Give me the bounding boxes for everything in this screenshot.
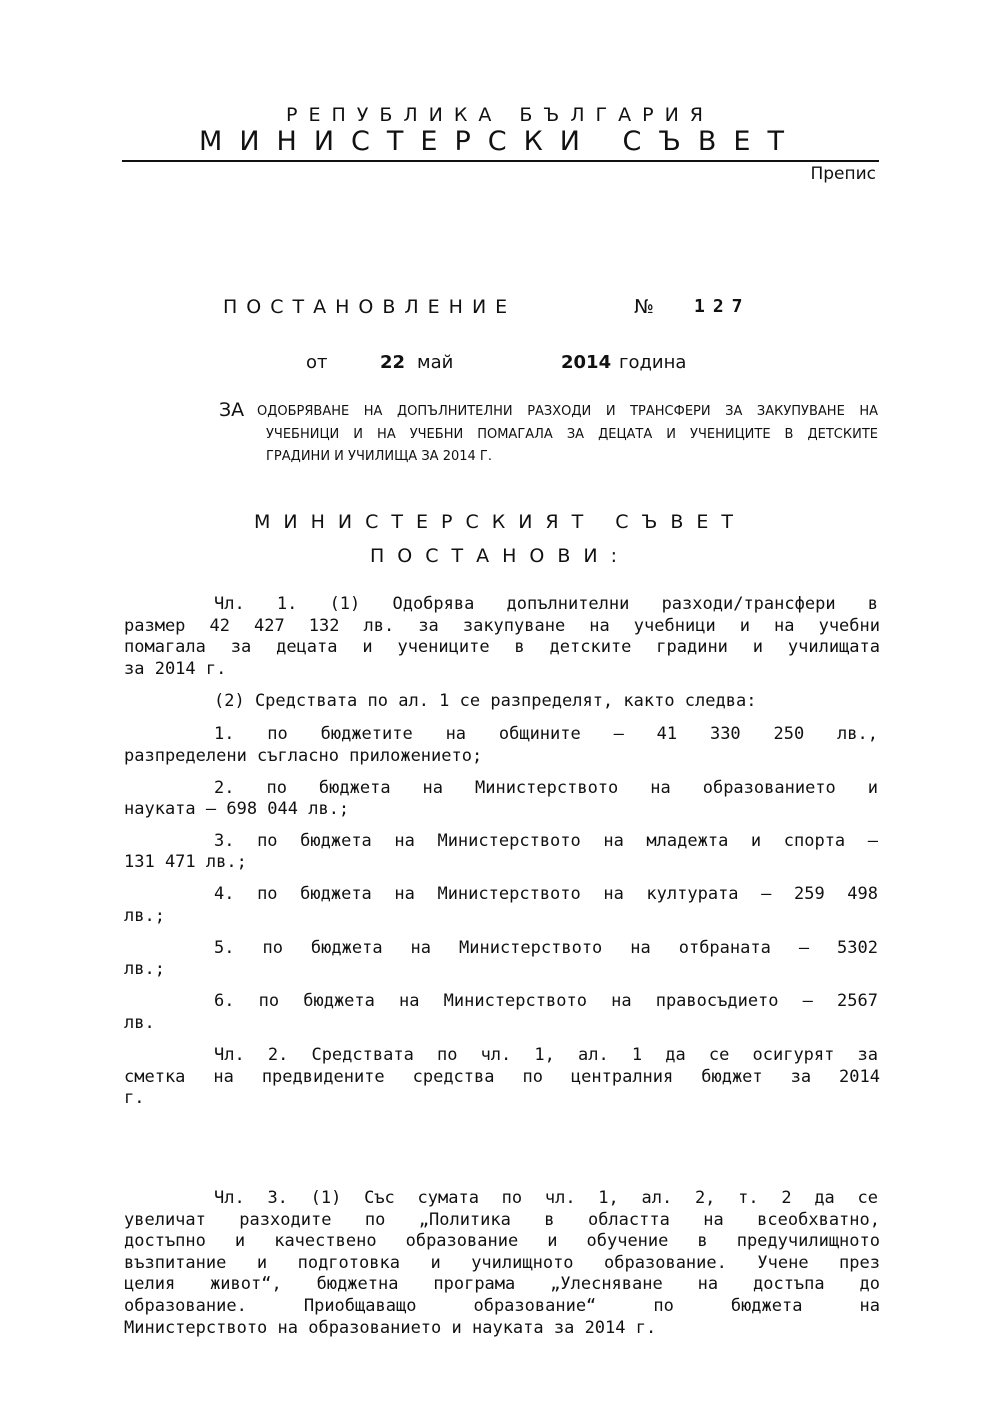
body-line: помагала за децата и учениците в детските градини и училищата [124,637,880,657]
body-line: 5. по бюджета на Министерството на отбраната – 5302 [214,938,878,958]
council-heading: МИНИСТЕРСКИ СЪВЕТ [199,126,801,157]
body-line: лв.; [124,906,165,926]
decree-title: ПОСТАНОВЛЕНИЕ [223,296,517,318]
body-line: Министерството на образованието и науката за 2014 г. [124,1318,657,1338]
date-month: май [417,352,454,373]
body-line: възпитание и подготовка и училищното образование. Учене през [124,1253,880,1273]
body-line: Чл. 2. Средствата по чл. 1, ал. 1 да се осигурят за [214,1045,878,1065]
copy-label: Препис [810,164,876,184]
body-line: науката – 698 044 лв.; [124,799,350,819]
body-line: размер 42 427 132 лв. за закупуване на учебници и на учебни [124,616,880,636]
decree-number: 127 [694,296,751,317]
body-line: 6. по бюджета на Министерството на правосъдието – 2567 [214,991,878,1011]
date-year: 2014 [561,352,612,373]
body-line: 3. по бюджета на Министерството на младежта и спорта – [214,831,878,851]
body-line: лв. [124,1013,155,1033]
body-line: сметка на предвидените средства по централния бюджет за 2014 [124,1067,880,1087]
body-line: разпределени съгласно приложението; [124,746,483,766]
body-line: за 2014 г. [124,659,227,679]
date-day: 22 [380,352,406,373]
body-line: г. [124,1088,145,1108]
body-line: 1. по бюджетите на общините – 41 330 250 лв., [214,724,878,744]
date-prefix: от [306,352,328,373]
subject-line-2: УЧЕБНИЦИ И НА УЧЕБНИ ПОМАГАЛА ЗА ДЕЦАТА И УЧЕНИЦИТЕ В ДЕТСКИТЕ [266,427,878,442]
preamble-council: МИНИСТЕРСКИЯТ СЪВЕТ [254,511,746,533]
body-line: (2) Средствата по ал. 1 се разпределят, както следва: [214,691,757,711]
body-line: целия живот“, бюджетна програма „Улесняване на достъпа до [124,1274,880,1294]
date-suffix: година [619,352,687,373]
subject-line-3: ГРАДИНИ И УЧИЛИЩА ЗА 2014 Г. [266,449,492,464]
body-line: 2. по бюджета на Министерството на образованието и [214,778,878,798]
body-line: образование. Приобщаващо образование“ по бюджета на [124,1296,880,1316]
body-line: Чл. 1. (1) Одобрява допълнителни разходи/трансфери в [214,594,878,614]
body-line: Чл. 3. (1) Със сумата по чл. 1, ал. 2, т. 2 да се [214,1188,878,1208]
body-line: лв.; [124,959,165,979]
subject-prefix: ЗА [219,399,245,421]
decree-number-sign: № [634,296,654,318]
preamble-decrees: ПОСТАНОВИ: [369,545,630,567]
republic-heading: РЕПУБЛИКА БЪЛГАРИЯ [286,104,714,126]
body-line: увеличат разходите по „Политика в областта на всеобхватно, [124,1210,880,1230]
subject-line-1: ОДОБРЯВАНЕ НА ДОПЪЛНИТЕЛНИ РАЗХОДИ И ТРАНСФЕРИ ЗА ЗАКУПУВАНЕ НА [257,404,878,419]
body-line: 4. по бюджета на Министерството на културата – 259 498 [214,884,878,904]
header-rule [122,160,879,162]
body-line: достъпно и качествено образование и обучение в предучилищното [124,1231,880,1251]
body-line: 131 471 лв.; [124,852,247,872]
